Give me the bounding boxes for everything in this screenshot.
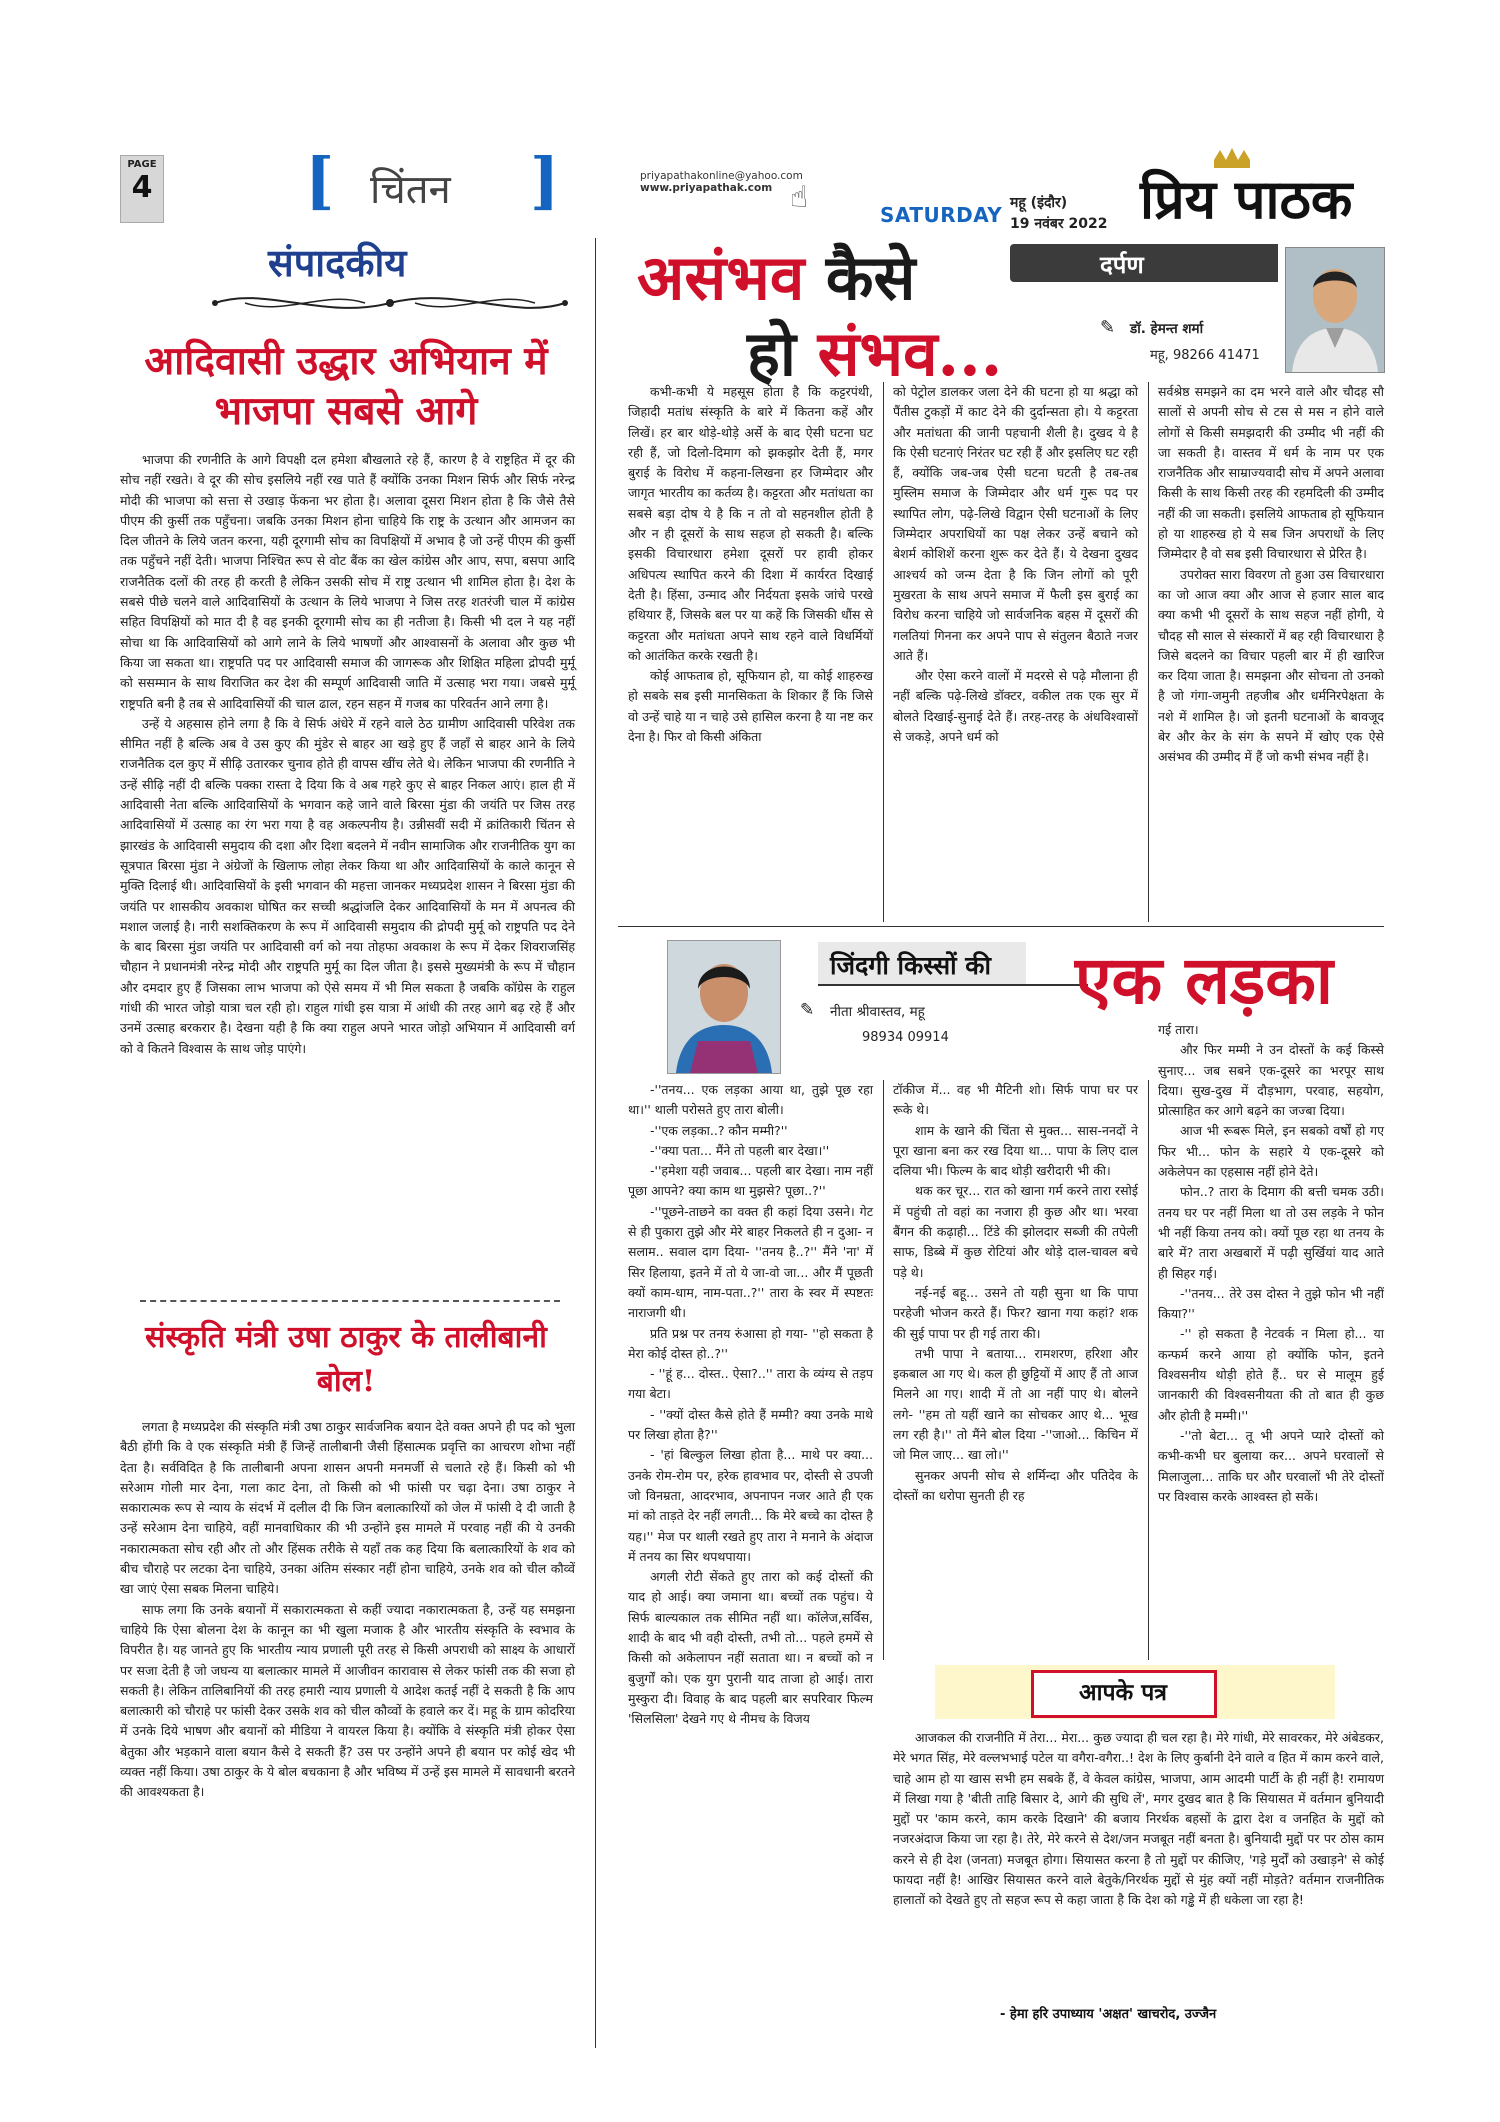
bracket-right-icon: ] [530, 144, 560, 217]
paragraph: -''तनय... तेरे उस दोस्त ने तुझे फोन भी नहीं किया?'' [1158, 1285, 1384, 1322]
darpan-column-1 [628, 382, 873, 747]
column-rule [883, 382, 884, 922]
paragraph: आज भी रूबरू मिले, इन सबको वर्षों हो गए फिर भी... फोन के सहारे ये एक-दूसरे को अकेलेपन का एहसास नहीं होने देते। [1158, 1123, 1384, 1180]
letters-title: आपके पत्र [1078, 1680, 1167, 1706]
editorial-article2-title: संस्कृति मंत्री उषा ठाकुर के तालीबानी बोल! [145, 1320, 547, 1399]
section-underline [818, 984, 1088, 986]
paragraph: सुनकर अपनी सोच से शर्मिन्दा और पतिदेव के दोस्तों का धरोपा सुनती ही रह [893, 1467, 1138, 1503]
paragraph: कभी-कभी ये महसूस होता है कि कट्टरपंथी, जिहादी मतांध संस्कृति के बारे में कितना कहें और लिखें। हर बार थोड़े-थोड़े अर्से के बाद ऐसी घटना घट रही हैं, जो दिलो-दिमाग को झकझोर देती हैं, मगर बुराई के विरोध में कहना-लिखना हर जिम्मेदार और जागृत भारतीय का कर्तव्य है। कट्टरता और मतांधता का सबसे बड़ा दोष ये है कि न तो वो सहनशील होती है और न ही दूसरों के साथ सहज हो सकती है। बल्कि इसकी विचारधारा हमेशा दूसरों पर हावी होकर अधिपत्य स्थापित करने की दिशा में कार्यरत दिखाई देती है। हिंसा, उन्माद और निर्दयता इसके जांचे परखे हथियार हैं, जिसके बल पर या कहें कि जिसकी धौंस से कट्टरता और मतांधता अपने साथ रहने वाले विधर्मियों को आतंकित करके रखती है। [628, 384, 873, 663]
darpan-section-bar [1010, 244, 1278, 282]
paragraph: -''तनय... एक लड़का आया था, तुझे पूछ रहा था।'' थाली परोसते हुए तारा बोली। [628, 1082, 873, 1118]
editorial-article1-title: आदिवासी उद्धार अभियान में भाजपा सबसे आगे [144, 338, 548, 434]
column-rule [883, 1080, 884, 1660]
darpan-headline [637, 240, 1002, 392]
zindagi-author: नीता श्रीवास्तव, महू [830, 1004, 925, 1020]
issue-day: SATURDAY [880, 203, 1003, 227]
headline-part: संभव... [817, 317, 1003, 390]
section-divider [140, 1300, 560, 1302]
paragraph: और ऐसा करने वालों में मदरसे से पढ़े मौलाना ही नहीं बल्कि पढ़े-लिखे डॉक्टर, वकील तक एक सुर में बोलते दिखाई-सुनाई देते हैं। तरह-तरह के अंधविश्वासों से जकड़े, अपने धर्म को [893, 668, 1138, 745]
darpan-column-3 [1158, 382, 1384, 768]
paragraph: टॉकीज में... वह भी मैटिनी शो। सिर्फ पापा घर पर रूके थे। [893, 1082, 1138, 1118]
paragraph: तभी पापा ने बताया... रामशरण, हरिशा और इकबाल आ गए थे। कल ही छुट्टियों में आए हैं तो आज मिलने आ गए। शादी में तो आ नहीं पाए थे। बोलने लगे- ''हम तो यहीं खाने का सोचकर आए थे... भूख लग रही है।'' तो मैंने बोल दिया -''जाओ... किचिन में जो मिल जाए... खा लो।'' [893, 1345, 1138, 1463]
contact-block [640, 170, 803, 194]
letters-body [893, 1728, 1384, 1911]
zindagi-column-1 [628, 1080, 873, 1730]
paragraph: साफ लगा कि उनके बयानों में सकारात्मकता से कहीं ज्यादा नकारात्मकता है, उन्हें यह समझना चाहिये कि ऐसा बोलना देश के कानून का भी खुला मजाक है और भारतीय संस्कृति के स्वभाव के विपरीत है। यह जानते हुए कि भारतीय न्याय प्रणाली पूरी तरह से किसी अपराधी को साक्ष्य के आधारों पर सजा देती है जो जघन्य या बलात्कार मामले में आजीवन कारावास से लेकर फांसी तक की सजा हो सकती है। लेकिन तालिबानियों की तरह हमारी न्याय प्रणाली ये आदेश कतई नहीं दे सकती है कि आप बलात्कारी को चौराहे पर फांसी देकर उसके शव को चील कौव्वों के हवाले कर दें। महू के ग्राम कोदरिया में उनके दिये भाषण और बयानों को मीडिया ने वायरल किया है। क्योंकि वे संस्कृति मंत्री होकर ऐसा बेतुका और भड़काने वाला बयान कैसे दे सकती हैं? उस पर उन्होंने अपने ही बयान पर कोई खेद भी व्यक्त नहीं किया। उषा ठाकुर के ये बोल बचकाना है और भविष्य में उन्हें इस मामले में सावधानी बरतने की आवश्यकता है। [120, 1601, 575, 1800]
zindagi-story-title: एक लड़का [1075, 941, 1334, 1019]
page-number-tag [120, 155, 164, 223]
author-photo [1285, 247, 1385, 373]
section-title: चिंतन [370, 167, 451, 213]
zindagi-author-contact: 98934 09914 [862, 1030, 949, 1045]
paragraph: - 'हां बिल्कुल लिखा होता है... माथे पर क्या... उनके रोम-रोम पर, हरेक हावभाव पर, दोस्ती से उपजी जो विनम्रता, आदरभाव, अपनापन नजर आते ही एक मां को ताड़ते देर नहीं लगती... कि मेरे बच्चे का दोस्त है यह।'' मेज पर थाली रखते हुए तारा ने मनाने के अंदाज में तनय का सिर थपथपाया। [628, 1447, 873, 1564]
headline-part: कैसे [804, 241, 916, 314]
paragraph: -''क्या पता... मैंने तो पहली बार देखा।'' [650, 1142, 830, 1158]
darpan-section-label: दर्पण [1100, 251, 1144, 279]
website-link[interactable]: www.priyapathak.com [640, 182, 773, 194]
issue-place: महू (इंदौर) [1010, 195, 1068, 211]
paragraph: आजकल की राजनीति में तेरा... मेरा... कुछ ज्यादा ही चल रहा है। मेरे गांधी, मेरे सावरकर, मेरे अंबेडकर, मेरे भगत सिंह, मेरे वल्लभभाई पटेल या वगैरा-वगैरा..! देश के लिए कुर्बानी देने वाले व हित में काम करने वाले, चाहे आम हो या खास सभी हम सबके हैं, वे केवल कांग्रेस, भाजपा, आम आदमी पार्टी के ही नहीं है! रामायण में लिखा गया है 'बीती ताहि बिसार दे, आगे की सुधि लें', मगर दुखद बात है कि सियासत में वर्तमान बुनियादी मुद्दों पर 'काम करने, काम करके दिखाने' की बजाय निरर्थक बहसों के द्वारा देश व जनहित के मुद्दों को नजरअंदाज किया जा रहा है। तेरे, मेरे करने से देश/जन मजबूत नहीं बनता है। बुनियादी मुद्दों पर पर ठोस काम करने से ही देश (जनता) मजबूत होगा। सियासत करना है तो मुद्दों पर कीजिए, 'गड़े मुर्दों को उखाड़ने' से कोई फायदा नहीं है! आखिर सियासत करने वाले बेतुके/निरर्थक मुद्दों से मुंह क्यों नहीं मोड़ते? वर्तमान राजनीतिक हालातों को देखते हुए तो सहज रूप से कहा जाता है कि देश को गड्ढे में ही धकेला जा रहा है! [893, 1730, 1384, 1908]
zindagi-column-2 [893, 1080, 1138, 1506]
darpan-column-2 [893, 382, 1138, 747]
paragraph: -''एक लड़का..? कौन मम्मी?'' [650, 1122, 788, 1138]
paragraph: सर्वश्रेष्ठ समझने का दम भरने वाले और चौदह सौ सालों से अपनी सोच से टस से मस न होने वाले लोगों से किसी समझदारी की उम्मीद भी नहीं की जा सकती है। वास्तव में धर्म के नाम पर एक राजनैतिक और साम्राज्यवादी सोच में अपने अलावा किसी के साथ किसी तरह की रहमदिली की उम्मीद नहीं की जा सकती। इसलिये आफताब हो सूफियान हो या शाहरुख हो ये सब जिन अपराधों के लिए जिम्मेदार है वो सब इसी विचारधारा से प्रेरित है। [1158, 384, 1384, 562]
letters-signature: - हेमा हरि उपाध्याय 'अक्षत' खाचरोद, उज्जैन [1000, 2007, 1217, 2022]
paragraph: लगता है मध्यप्रदेश की संस्कृति मंत्री उषा ठाकुर सार्वजनिक बयान देते वक्त अपने ही पद को भुला बैठी होंगी कि वे एक संस्कृति मंत्री हैं जिन्हें तालीबानी जैसी हिंसात्मक प्रवृत्ति का आचरण शोभा नहीं देता है। सर्वविदित है कि तालीबानी अपना शासन अपनी मनमर्जी से चलाते रहे हैं। किसी को भी सरेआम गोली मार देना, गला काट देना, तो किसी को भी फांसी पर चढ़ा देना। उषा ठाकुर ने सकारात्मक रूप से न्याय के संदर्भ में दलील दी कि जिन बलात्कारियों को जेल में फांसी दे दी जाती है उन्हें सरेआम देना चाहिये, वहीं मानवाधिकार की भी उन्होंने इस मामले में परवाह नहीं की ये उनकी नकारात्मकता सोच रही और तो और हिंसक तरीके से यहाँ तक कह दिया कि बलात्कारियों के शव को बीच चौराहे पर लटका देना चाहिये, उनका अंतिम संस्कार नहीं होना चाहिये, उनके शव को चील कौव्वें खा जाएं ऐसा सबक मिलना चाहिये। [120, 1419, 575, 1597]
paragraph: थक कर चूर... रात को खाना गर्म करने तारा रसोई में पहुंची तो वहां का नजारा ही कुछ और था। भरवा बैंगन की कढ़ाही... टिंडे की झोलदार सब्जी की तपेली साफ, डिब्बे में कुछ रोटियां और थोड़े दाल-चावल बचे पड़े थे। [893, 1183, 1138, 1280]
headline-part: असंभव [637, 241, 805, 314]
pen-icon: ✎ [1100, 317, 1116, 338]
paragraph: गई तारा। [1158, 1022, 1199, 1037]
section-divider [618, 926, 1384, 927]
flourish-ornament-icon [205, 286, 575, 320]
email-link[interactable]: priyapathakonline@yahoo.com [640, 170, 803, 182]
paragraph: और फिर मम्मी ने उन दोस्तों के कई किस्से सुनाए... जब सबने एक-दूसरे का भरपूर साथ दिया। सुख-दुख में दौड़भाग, परवाह, सहयोग, प्रोत्साहित कर आगे बढ़ने का जज्बा दिया। [1158, 1042, 1384, 1119]
paragraph: भाजपा की रणनीति के आगे विपक्षी दल हमेशा बौखलाते रहे हैं, कारण है वे राष्ट्रहित में दूर की सोच नहीं रखते। वे दूर की सोच इसलिये नहीं रख पाते हैं क्योंकि उनका मिशन सिर्फ और सिर्फ नरेन्द्र मोदी की भाजपा को सत्ता से उखाड़ फेंकना भर होता है। अलावा दूसरा मिशन होता है कि जैसे तैसे पीएम की कुर्सी तक पहुँचना। जबकि उनका मिशन होना चाहिये कि राष्ट्र के उत्थान और आमजन का दिल जीतने के लिये जतन करना, यही दूरगामी सोच का विपक्षियों में अभाव है जो उन्हें पीएम की कुर्सी तक पहुँचने नहीं देती। भाजपा निश्चित रूप से वोट बैंक का खेल कांग्रेस और आप, सपा, बसपा आदि राजनैतिक दलों की तरह ही करती है लेकिन उसकी सोच में राष्ट्र उत्थान भी शामिल होता है। देश के सबसे पीछे चलने वाले आदिवासियों के उत्थान के लिये भाजपा ने जिस तरह शतरंजी चाल में कांग्रेस सहित विपक्षियों को मात दी है वह इनकी दूरगामी सोच का ही नतीजा है। किसी भी दल ने यह नहीं सोचा था कि आदिवासियों को आगे लाने के लिये भाषणों और आश्वासनों के अलावा और कुछ भी किया जा सकता था। राष्ट्रपति पद पर आदिवासी समाज की जागरूक और शिक्षित महिला द्रोपदी मुर्मू को ससम्मान के साथ विराजित कर देश की सम्पूर्ण आदिवासी जाति में उत्साह भरा गया। जबसे मुर्मू राष्ट्रपति बनी है तब से आदिवासियों की चाल ढाल, रहन सहन में गजब का परिवर्तन आने लगा है। [120, 452, 575, 711]
darpan-author: डॉ. हेमन्त शर्मा [1130, 321, 1204, 337]
headline-part: हो [747, 317, 818, 390]
editorial-article2-body [120, 1417, 575, 1803]
editorial-heading: संपादकीय [268, 240, 407, 285]
paragraph: -''हमेशा यही जवाब... पहली बार देखा। नाम नहीं पूछा आपने? क्या काम था मुझसे? पूछा..?'' [628, 1163, 873, 1199]
zindagi-section-label: जिंदगी किस्सों की [830, 951, 991, 980]
darpan-author-contact: महू, 98266 41471 [1150, 348, 1260, 363]
page-number: 4 [131, 170, 153, 205]
column-rule [1148, 1080, 1149, 1660]
paragraph: उपरोक्त सारा विवरण तो हुआ उस विचारधारा का जो आज क्या और आज से हजार साल बाद क्या कभी भी दूसरों के साथ सहज नहीं होगी, ये चौदह सौ साल से संस्कारों में बह रही विचारधारा है जिसे बदलने का विचार पहली बार में ही खारिज कर दिया जाता है। समझना और सोचना तो उनको है जो गंगा-जमुनी तहजीब और धर्मनिरपेक्षता के नशे में शामिल है। जो इतनी घटनाओं के बावजूद बेर और केर के संग के सपने में खोए एक ऐसे असंभव की उम्मीद में हैं जो कभी संभव नहीं है। [1158, 566, 1384, 765]
paragraph: को पेट्रोल डालकर जला देने की घटना हो या श्रद्धा को पैंतीस टुकड़ों में काट देने की दुर्दान्सता हो। ये कट्टरता और मतांधता की जानी पहचानी शैली है। दुखद ये है कि ऐसी घटनाएं निरंतर घट रही हैं और इसलिए घट रही हैं, क्योंकि जब-जब ऐसी घटना घटती है तब-तब मुस्लिम समाज के जिम्मेदार और धर्म गुरू पद पर स्थापित लोग, पढ़े-लिखे विद्वान ऐसी घटनाओं के लिए जिम्मेदार अपराधियों का पक्ष लेकर उन्हें बचाने को बेशर्म कोशिशें करना शुरू कर देते हैं। ये देखना दुखद आश्चर्य को जन्म देता है कि जिन लोगों को पूरी मुखरता के साथ अपने समाज में फैली इस बुराई का विरोध करना चाहिये जो सार्वजनिक बहस में दूसरों की गलतियां गिनना कर अपने पाप से संतुलन बैठाते नजर आते हैं। [893, 384, 1138, 663]
column-rule [595, 238, 596, 2048]
paragraph: कोई आफताब हो, सूफियान हो, या कोई शाहरुख हो सबके सब इसी मानसिकता के शिकार हैं कि जिसे वो उन्हें चाहे या न चाहे उसे हासिल करना है या नष्ट कर देना है। फिर वो किसी अंकिता [628, 668, 873, 745]
zindagi-column-3 [1158, 1020, 1384, 1507]
column-rule [1148, 382, 1149, 922]
paragraph: प्रति प्रश्न पर तनय रुंआसा हो गया- ''हो सकता है मेरा कोई दोस्त हो..?'' [628, 1325, 873, 1361]
paragraph: अगली रोटी सेंकते हुए तारा को कई दोस्तों की याद हो आई। क्या जमाना था। बच्चों तक पहुंच। ये सिर्फ बाल्यकाल तक सीमित नहीं था। कॉलेज,सर्विस, शादी के बाद भी वही दोस्ती, तभी तो... पहले हममें से किसी को अकेलापन नहीं सताता था। न बच्चों को न बुजुर्गों को। एक युग पुरानी याद ताजा हो आई। तारा मुस्कुरा दी। विवाह के बाद पहली बार सपरिवार फिल्म 'सिलसिला' देखने गए थे नीमच के विजय [628, 1569, 873, 1727]
author-photo [667, 940, 781, 1074]
page-label: PAGE [127, 159, 157, 170]
paragraph: शाम के खाने की चिंता से मुक्त... सास-ननदों ने पूरा खाना बना कर रख दिया था... पापा के लिए दाल दलिया भी। फिल्म के बाद थोड़ी खरीदारी भी की। [893, 1122, 1138, 1179]
pointing-hand-icon: ☝ [790, 180, 809, 215]
paragraph: -'' हो सकता है नेटवर्क न मिला हो... या कन्फर्म करने आया हो क्योंकि फोन, इतने विश्वसनीय थोड़ी होते हैं.. घर से मालूम हुई जानकारी की विश्वसनीयता की तो बात ही कुछ और होती है मम्मी।'' [1158, 1326, 1384, 1423]
paragraph: उन्हें ये अहसास होने लगा है कि वे सिर्फ अंधेरे में रहने वाले ठेठ ग्रामीण आदिवासी परिवेश तक सीमित नहीं है बल्कि अब वे उस कुए की मुंडेर से बाहर आ खड़े हुए हैं जहाँ से बाहर आने के लिये राजनैतिक दल कुए में सीढ़ि उतारकर चुनाव होते ही वापस खींच लेते थे। लेकिन भाजपा की रणनीति ने उन्हें सीढ़ि नहीं दी बल्कि पक्का रास्ता दे दिया कि वे अब गहरे कुए से बाहर निकल आएं। हाल ही में आदिवासी नेता बल्कि आदिवासियों के भगवान कहे जाने वाले बिरसा मुंडा की जयंति पर जिस तरह आदिवासियों में उत्साह का रंग भरा गया है वह अकल्पनीय है। उन्नीसवीं सदी में क्रांतिकारी चिंतन से झारखंड के आदिवासी समुदाय की दशा और दिशा बदलने में नवीन सामाजिक और राजनीतिक युग का सूत्रपात बिरसा मुंडा ने अंग्रेजों के खिलाफ लोहा लेकर किया था और आदिवासियों के काले कानून से मुक्ति दिलाई थी। आदिवासियों के इसी भगवान की महत्ता जानकर मध्यप्रदेश शासन ने बिरसा मुंडा की जयंति पर शासकीय अवकाश घोषित कर सच्ची श्रद्धांजलि देकर आदिवासियों के मन में अपनत्व की मशाल जलाई है। नारी सशक्तिकरण के रूप में आदिवासी समुदाय की द्रोपदी मुर्मू को राष्ट्रपति पद देने के बाद बिरसा मुंडा जयंति पर आदिवासी वर्ग को नया तोहफा अवकाश के रूप में देकर शिवराजसिंह चौहान ने प्रधानमंत्री नरेन्द्र मोदी और राष्ट्रपति मुर्मू का दिल जीता है। इससे मुख्यमंत्री के रूप में चौहान और दमदार हुए हैं जिसका लाभ भाजपा को ऐसे समय में भी मिल सकता है जबकि कॉग्रेस के राहुल गांधी की भारत जोड़ो यात्रा चल रही हो। राहुल गांधी इस यात्रा में आंधी की तरह आगे बढ़ रहे हैं और उनमें उत्साह बरकरार है। देखना यही है कि क्या राहुल अपने भारत जोड़ो अभियान में आदिवासी वर्ग को वे कितने विश्वास के साथ जोड़ पाएंगे। [120, 715, 575, 1056]
editorial-article1-body [120, 450, 575, 1059]
paragraph: फोन..? तारा के दिमाग की बत्ती चमक उठी। तनय घर पर नहीं मिला था तो उस लड़के ने फोन भी नहीं किया तनय को। क्यों पूछ रहा था तनय के बारे में? तारा अखबारों में पढ़ी सुर्खियां याद आते ही सिहर गई। [1158, 1184, 1384, 1281]
paragraph: नई-नई बहू... उसने तो यही सुना था कि पापा परहेजी भोजन करते हैं। फिर? खाना गया कहां? शक की सुई पापा पर ही गई तारा की। [893, 1284, 1138, 1341]
bracket-left-icon: [ [305, 144, 335, 217]
issue-date: 19 नवंबर 2022 [1010, 216, 1108, 232]
paragraph: - ''हूं ह... दोस्त.. ऐसा?..'' तारा के व्यंग्य से तड़प गया बेटा। [628, 1366, 873, 1402]
paragraph: -''तो बेटा... तू भी अपने प्यारे दोस्तों को कभी-कभी घर बुलाया कर... अपने घरवालों से मिलाजुला... ताकि घर और घरवालों भी तेरे दोस्तों पर विश्वास करके आश्वस्त हो सकें। [1158, 1427, 1384, 1504]
pen-icon: ✎ [800, 1000, 815, 1020]
paragraph: -''पूछने-ताछने का वक्त ही कहां दिया उसने। गेट से ही पुकारा तुझे और मेरे बाहर निकलते ही न दुआ- न सलाम.. सवाल दाग दिया- ''तनय है..?'' मैंने 'ना' में सिर हिलाया, इतने में तो ये जा-वो जा... और मैं पूछती क्यों काम-धाम, नाम-पता..?'' तारा के स्वर में स्पष्टतः नाराजगी थी। [628, 1203, 873, 1321]
newspaper-logo: प्रिय पाठक [1140, 167, 1353, 231]
paragraph: - ''क्यों दोस्त कैसे होते हैं मम्मी? क्या उनके माथे पर लिखा होता है?'' [628, 1406, 873, 1443]
